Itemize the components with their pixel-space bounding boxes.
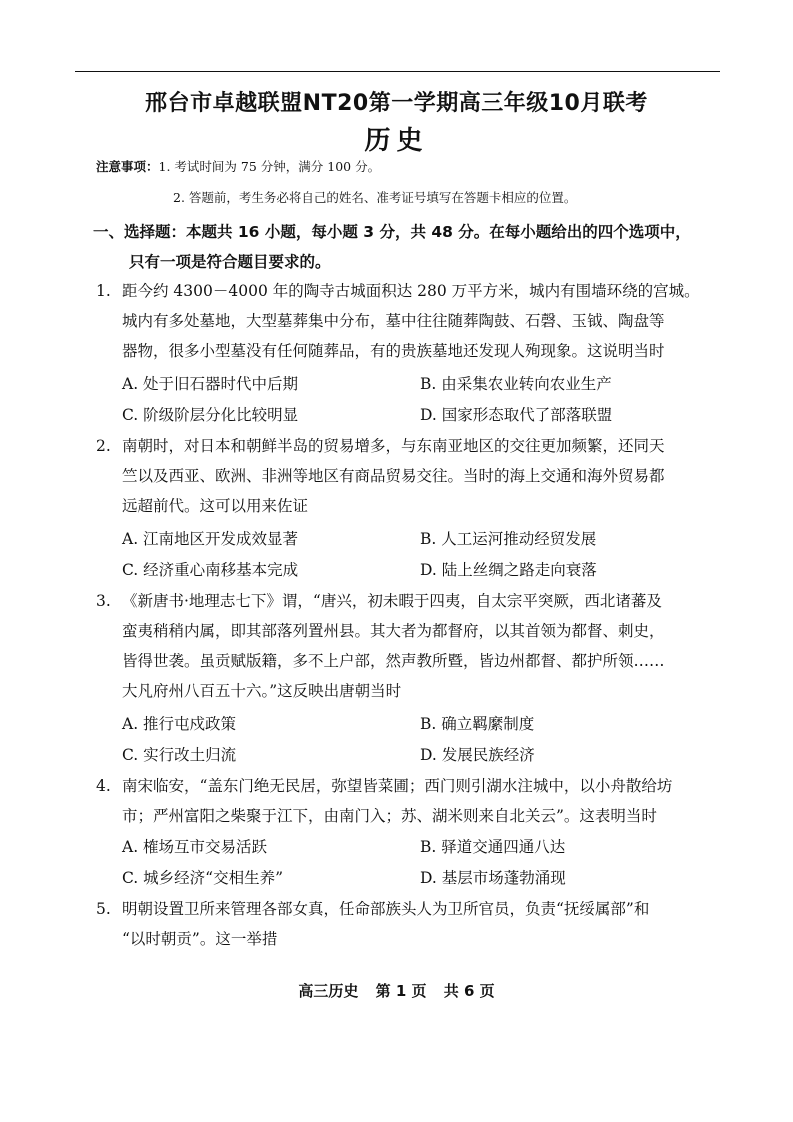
option-c[interactable]: C. 城乡经济“交相生养” (122, 869, 284, 887)
question-4 (96, 771, 716, 831)
option-d[interactable]: D. 国家形态取代了部落联盟 (420, 406, 613, 424)
question-number: 1. (96, 282, 111, 300)
option-a[interactable]: A. 推行屯戍政策 (122, 715, 237, 733)
stem-line: 市；严州富阳之柴聚于江下，由南门入；苏、湖米则来自北关云”。这表明当时 (122, 807, 657, 825)
stem-line: “以时朝贡”。这一举措 (122, 930, 278, 948)
question-number: 4. (96, 777, 111, 795)
stem-line: 远超前代。这可以用来佐证 (122, 497, 309, 515)
option-b[interactable]: B. 确立羁縻制度 (420, 715, 535, 733)
question-5 (96, 894, 716, 954)
question-stem (96, 276, 716, 366)
stem-line: 距今约 4300－4000 年的陶寺古城面积达 280 万平方米，城内有围墙环绕的宫城。 (122, 282, 700, 300)
notice-line-1 (96, 157, 380, 175)
question-stem (96, 894, 716, 954)
stem-line: 器物，很多小型墓没有任何随葬品，有的贵族墓地还发现人殉现象。这说明当时 (122, 342, 665, 360)
stem-line: 皆得世袭。虽贡赋版籍，多不上户部，然声教所暨，皆边州都督、都护所领…… (122, 652, 665, 670)
question-stem (96, 586, 716, 706)
stem-line: 南朝时，对日本和朝鲜半岛的贸易增多，与东南亚地区的交往更加频繁，还同天 (122, 437, 665, 455)
question-number: 3. (96, 592, 111, 610)
section-line-1: 一、选择题：本题共 16 小题，每小题 3 分，共 48 分。在每小题给出的四个选项中， (93, 223, 691, 241)
stem-line: 《新唐书·地理志七下》谓，“唐兴，初未暇于四夷，自太宗平突厥，西北诸蕃及 (122, 592, 662, 610)
stem-line: 竺以及西亚、欧洲、非洲等地区有商品贸易交往。当时的海上交通和海外贸易都 (122, 467, 665, 485)
top-rule (75, 71, 720, 72)
option-c[interactable]: C. 经济重心南移基本完成 (122, 561, 299, 579)
stem-line: 城内有多处墓地，大型墓葬集中分布，墓中往往随葬陶鼓、石磬、玉钺、陶盘等 (122, 312, 665, 330)
question-2 (96, 431, 716, 521)
stem-line: 南宋临安，“盖东门绝无民居，弥望皆菜圃；西门则引湖水注城中，以小舟散给坊 (122, 777, 673, 795)
option-b[interactable]: B. 人工运河推动经贸发展 (420, 530, 597, 548)
option-a[interactable]: A. 处于旧石器时代中后期 (122, 375, 299, 393)
notice-label: 注意事项： (96, 159, 159, 174)
footer-subject: 高三历史 (298, 982, 359, 1000)
stem-line: 大凡府州八百五十六。”这反映出唐朝当时 (122, 682, 402, 700)
exam-title: 邢台市卓越联盟NT20第一学期高三年级10月联考 (145, 91, 648, 116)
option-d[interactable]: D. 发展民族经济 (420, 746, 535, 764)
page-footer (0, 980, 793, 1001)
stem-line: 明朝设置卫所来管理各部女真，任命部族头人为卫所官员，负责“抚绥属部”和 (122, 900, 650, 918)
notice-item-1: 1. 考试时间为 75 分钟，满分 100 分。 (158, 159, 381, 174)
question-3 (96, 586, 716, 706)
section-line-2: 只有一项是符合题目要求的。 (129, 253, 331, 271)
subject-title: 历史 (364, 126, 429, 156)
option-a[interactable]: A. 江南地区开发成效显著 (122, 530, 299, 548)
option-b[interactable]: B. 驿道交通四通八达 (420, 838, 566, 856)
option-c[interactable]: C. 实行改土归流 (122, 746, 237, 764)
notice-item-2: 2. 答题前，考生务必将自己的姓名、准考证号填写在答题卡相应的位置。 (173, 190, 577, 205)
option-d[interactable]: D. 陆上丝绸之路走向衰落 (420, 561, 597, 579)
option-b[interactable]: B. 由采集农业转向农业生产 (420, 375, 612, 393)
option-c[interactable]: C. 阶级阶层分化比较明显 (122, 406, 299, 424)
section-header (93, 217, 723, 277)
question-stem (96, 771, 716, 831)
footer-page: 第 1 页 (375, 982, 427, 1000)
footer-total: 共 6 页 (443, 982, 495, 1000)
option-d[interactable]: D. 基层市场蓬勃涌现 (420, 869, 566, 887)
question-number: 5. (96, 900, 111, 918)
question-1 (96, 276, 716, 366)
stem-line: 蛮夷稍稍内属，即其部落列置州县。其大者为都督府，以其首领为都督、刺史， (122, 622, 665, 640)
question-stem (96, 431, 716, 521)
question-number: 2. (96, 437, 111, 455)
option-a[interactable]: A. 榷场互市交易活跃 (122, 838, 268, 856)
